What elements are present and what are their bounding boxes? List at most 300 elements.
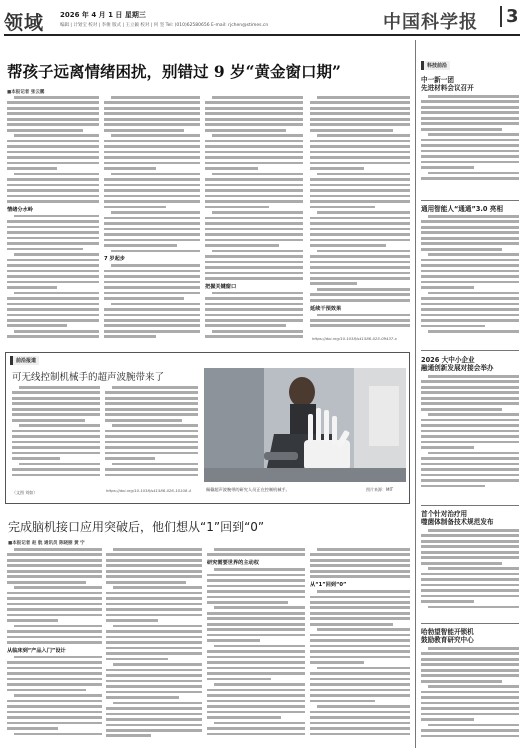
text-line (421, 150, 519, 153)
text-line (310, 553, 410, 556)
text-lines (7, 548, 102, 644)
text-line (12, 457, 60, 460)
text-line (7, 259, 99, 262)
text-line (104, 217, 200, 220)
text-line (207, 590, 305, 593)
text-line (205, 272, 303, 275)
text-line (104, 200, 200, 203)
text-line (205, 200, 303, 203)
sidebar-rule-3 (421, 505, 519, 506)
text-line (310, 617, 410, 620)
text-line (106, 619, 158, 622)
issue-date: 2026 年 4 月 1 日 星期三 (60, 11, 146, 19)
text-line (205, 297, 303, 300)
text-line (106, 734, 151, 737)
text-line (310, 244, 386, 247)
text-line (205, 195, 303, 198)
text-line (421, 231, 519, 234)
bci-subhead-1: 从临床到“产品入门”设计 (7, 647, 66, 654)
text-line (317, 211, 410, 214)
text-line (205, 217, 303, 220)
lead-byline: ■本报记者 张云鹏 (7, 90, 45, 95)
text-line (7, 592, 102, 595)
text-line (421, 128, 502, 131)
text-lines (421, 529, 519, 608)
text-line (421, 441, 519, 444)
text-line (317, 288, 410, 291)
text-lines (207, 568, 305, 735)
text-line (113, 548, 202, 551)
sidebar-item-2-body (421, 215, 519, 345)
text-line (104, 101, 200, 104)
text-line (310, 239, 410, 242)
text-line (106, 575, 202, 578)
text-line (421, 226, 519, 229)
text-line (104, 162, 200, 165)
text-line (421, 380, 519, 383)
text-line (12, 446, 100, 449)
text-line (104, 140, 200, 143)
text-line (310, 564, 410, 567)
text-line (104, 151, 200, 154)
text-line (310, 711, 410, 714)
text-line (317, 705, 410, 708)
text-line (421, 319, 519, 322)
text-line (421, 111, 519, 114)
text-line (421, 386, 519, 389)
text-line (104, 324, 200, 327)
text-line (105, 413, 198, 416)
text-line (207, 585, 305, 588)
text-line (105, 446, 198, 449)
text-line (428, 724, 519, 727)
text-line (205, 319, 303, 322)
text-line (212, 96, 303, 99)
text-line (207, 667, 305, 670)
text-line (310, 716, 410, 719)
text-line (310, 694, 410, 697)
text-line (113, 663, 202, 666)
text-line (105, 457, 155, 460)
text-line (104, 189, 200, 192)
text-line (207, 639, 260, 642)
text-line (112, 463, 198, 466)
text-line (310, 575, 410, 578)
text-line (421, 457, 519, 460)
text-line (310, 178, 410, 181)
text-line (421, 446, 474, 449)
text-line (14, 215, 99, 218)
text-line (112, 424, 198, 427)
text-line (7, 608, 102, 611)
text-line (214, 548, 305, 551)
text-line (310, 233, 410, 236)
text-line (310, 123, 410, 126)
text-line (7, 711, 102, 714)
text-line (421, 600, 474, 603)
text-line (105, 441, 198, 444)
text-line (106, 636, 202, 639)
text-lines (105, 386, 198, 476)
text-line (310, 634, 410, 637)
text-line (207, 733, 305, 736)
text-line (310, 700, 375, 703)
text-line (104, 244, 177, 247)
text-line (14, 625, 102, 628)
text-line (205, 123, 303, 126)
text-line (212, 211, 303, 214)
text-line (310, 650, 410, 653)
text-line (14, 586, 102, 589)
text-line (428, 253, 519, 256)
text-line (104, 145, 200, 148)
text-line (7, 226, 99, 229)
text-line (205, 244, 279, 247)
text-line (7, 705, 102, 708)
text-line (104, 195, 200, 198)
text-line (310, 118, 410, 121)
text-line (317, 314, 410, 317)
text-line (7, 553, 102, 556)
text-line (106, 614, 202, 617)
text-lines (421, 647, 519, 737)
text-line (421, 658, 519, 661)
text-line (421, 325, 485, 328)
text-line (105, 397, 198, 400)
text-line (106, 713, 202, 716)
text-line (428, 133, 519, 136)
sidebar-label: 科技前沿 (421, 61, 450, 70)
sidebar-rule-4 (421, 623, 519, 624)
text-line (104, 314, 200, 317)
text-lines (104, 96, 200, 252)
text-line (421, 177, 519, 180)
text-line (7, 189, 99, 192)
text-line (310, 570, 410, 573)
text-line (7, 151, 99, 154)
text-line (7, 281, 99, 284)
editor-info: 编辑 | 计划宝 校对 | 李俊 版式 | 王立颖 校对 | 何 坚 Tel: (010)62580656 E-mail: rjchen@stimes.cn (60, 23, 269, 28)
text-line (7, 672, 102, 675)
text-line (104, 184, 200, 187)
text-line (310, 217, 410, 220)
text-lines (310, 548, 410, 578)
text-line (7, 286, 57, 289)
text-line (106, 641, 202, 644)
text-line (310, 206, 375, 209)
text-line (12, 474, 100, 477)
lead-column-3 (205, 96, 303, 348)
text-line (112, 386, 198, 389)
header-rule (4, 34, 520, 36)
text-line (205, 233, 303, 236)
text-line (12, 402, 100, 405)
text-line (207, 689, 305, 692)
box-column-1 (12, 386, 100, 486)
text-line (421, 485, 485, 488)
text-line (205, 151, 303, 154)
sidebar-item-3-title: 2026 大中小企业 融通创新发展对接会举办 (421, 356, 494, 372)
text-line (7, 683, 102, 686)
text-line (7, 140, 99, 143)
text-line (12, 419, 85, 422)
lead-doi: https://doi.org/10.1038/s41586-025-09437-x (312, 336, 397, 341)
text-line (105, 402, 198, 405)
box-doi: https://doi.org/10.1038/s41586-026-10108-4 (106, 488, 192, 493)
text-line (205, 255, 303, 258)
text-line (421, 308, 519, 311)
text-line (104, 292, 200, 295)
text-line (207, 628, 305, 631)
text-line (317, 96, 410, 99)
text-line (310, 645, 410, 648)
text-line (205, 228, 303, 231)
sidebar-divider (415, 40, 416, 748)
bci-column-4 (310, 548, 410, 748)
text-line (106, 707, 202, 710)
text-line (214, 606, 305, 609)
text-line (7, 162, 99, 165)
text-line (421, 652, 519, 655)
text-line (104, 112, 200, 115)
text-line (212, 330, 303, 333)
robot-hand-photo (204, 368, 406, 482)
sidebar-item-4-title: 首个针对治疗用 噬菌体制备技术规范发布 (421, 510, 494, 526)
text-line (113, 702, 202, 705)
text-line (421, 144, 519, 147)
text-line (14, 656, 102, 659)
text-line (214, 645, 305, 648)
text-line (310, 129, 393, 132)
text-line (104, 308, 200, 311)
text-line (310, 678, 410, 681)
text-line (7, 200, 99, 203)
text-line (310, 189, 410, 192)
text-line (7, 314, 99, 317)
text-line (317, 134, 410, 137)
text-line (421, 264, 519, 267)
text-line (310, 195, 410, 198)
sidebar-rule-1 (421, 200, 519, 201)
text-line (310, 661, 364, 664)
text-line (428, 529, 519, 532)
text-line (421, 718, 474, 721)
text-line (421, 474, 519, 477)
text-line (421, 545, 519, 548)
text-line (421, 435, 519, 438)
text-line (207, 553, 305, 556)
text-line (205, 239, 303, 242)
text-line (14, 548, 102, 551)
text-line (111, 96, 200, 99)
text-line (106, 696, 179, 699)
text-line (12, 468, 100, 471)
text-line (106, 630, 202, 633)
text-line (7, 107, 99, 110)
text-line (106, 680, 202, 683)
lead-subhead-2: 7 岁起步 (104, 256, 125, 263)
text-line (421, 242, 519, 245)
text-line (205, 167, 258, 170)
text-line (106, 603, 202, 606)
text-lines (310, 96, 410, 302)
text-line (104, 107, 200, 110)
sidebar-item-5-body (421, 647, 519, 747)
text-line (106, 559, 202, 562)
text-line (106, 553, 202, 556)
sidebar-item-4-body (421, 529, 519, 619)
photo-caption: 佩戴超声波腕带的研究人员正在控制机械手。 (206, 487, 290, 492)
text-line (7, 242, 99, 245)
text-line (421, 419, 519, 422)
text-lines (104, 264, 200, 338)
text-line (421, 556, 519, 559)
text-line (104, 156, 200, 159)
text-line (111, 173, 200, 176)
text-line (421, 595, 519, 598)
text-lines (207, 548, 305, 556)
text-line (207, 711, 305, 714)
text-line (207, 601, 288, 604)
section-name: 领域 (4, 12, 45, 34)
text-line (7, 335, 99, 338)
text-line (428, 215, 519, 218)
text-line (421, 100, 519, 103)
text-line (7, 303, 99, 306)
text-line (421, 408, 502, 411)
text-line (310, 319, 410, 322)
text-line (14, 173, 99, 176)
text-line (421, 713, 519, 716)
text-line (310, 606, 410, 609)
text-line (205, 129, 286, 132)
text-line (310, 162, 410, 165)
text-lines (421, 375, 519, 487)
text-line (428, 292, 519, 295)
text-line (7, 220, 99, 223)
text-line (7, 630, 102, 633)
text-line (7, 129, 83, 132)
text-line (205, 206, 269, 209)
text-line (106, 564, 202, 567)
text-lines (7, 656, 102, 735)
text-line (207, 634, 305, 637)
text-line (7, 597, 102, 600)
text-line (12, 408, 100, 411)
text-line (104, 335, 156, 338)
text-line (106, 691, 202, 694)
text-line (104, 167, 156, 170)
text-line (207, 672, 305, 675)
text-line (113, 586, 202, 589)
newspaper-masthead: 中国科学报 (383, 12, 478, 33)
text-line (12, 435, 100, 438)
text-line (428, 95, 519, 98)
text-line (310, 733, 410, 736)
text-line (310, 107, 410, 110)
text-line (104, 275, 200, 278)
text-line (7, 700, 102, 703)
text-line (111, 134, 200, 137)
text-line (104, 222, 200, 225)
text-line (105, 419, 182, 422)
text-line (105, 430, 198, 433)
text-line (7, 641, 102, 644)
text-line (104, 286, 200, 289)
text-line (428, 685, 519, 688)
text-line (7, 581, 86, 584)
text-line (421, 259, 519, 262)
text-line (205, 222, 303, 225)
robot-hand-illustration (204, 368, 406, 482)
text-line (207, 694, 305, 697)
text-lines (310, 314, 410, 328)
text-line (310, 140, 410, 143)
text-line (205, 303, 303, 306)
text-line (310, 261, 410, 264)
text-line (421, 674, 519, 677)
text-line (310, 228, 410, 231)
text-line (205, 277, 303, 280)
text-line (7, 614, 102, 617)
text-line (104, 118, 200, 121)
text-line (106, 581, 186, 584)
text-line (7, 575, 102, 578)
text-line (421, 479, 519, 482)
text-line (106, 570, 202, 573)
text-line (310, 156, 410, 159)
bci-column-3 (207, 548, 305, 748)
text-line (205, 140, 303, 143)
text-line (19, 386, 100, 389)
text-line (7, 722, 102, 725)
box-headline: 可无线控制机械手的超声波腕带来了 (12, 372, 165, 383)
text-line (111, 303, 200, 306)
text-line (421, 669, 519, 672)
text-line (205, 335, 303, 338)
text-line (421, 468, 519, 471)
text-line (7, 564, 102, 567)
bci-column-2 (106, 548, 202, 748)
text-line (7, 145, 99, 148)
text-line (421, 303, 519, 306)
text-line (205, 189, 303, 192)
text-line (104, 270, 200, 273)
text-line (421, 139, 519, 142)
text-line (7, 195, 99, 198)
bci-subhead-3: 从“1”回到“0” (310, 582, 347, 589)
text-line (104, 319, 200, 322)
text-line (421, 161, 519, 164)
text-line (106, 647, 202, 650)
text-line (111, 250, 200, 253)
text-line (421, 314, 519, 317)
text-line (421, 540, 519, 543)
text-line (207, 596, 305, 599)
text-line (310, 145, 410, 148)
text-line (310, 266, 410, 269)
text-line (310, 324, 410, 327)
text-line (310, 167, 364, 170)
text-line (7, 559, 102, 562)
text-line (214, 722, 305, 725)
text-line (421, 707, 519, 710)
text-line (7, 118, 99, 121)
text-line (104, 233, 200, 236)
sidebar-item-3-body (421, 375, 519, 500)
text-line (310, 112, 410, 115)
sidebar-item-1-title: 中一新一团 先进材料会议召开 (421, 76, 474, 92)
